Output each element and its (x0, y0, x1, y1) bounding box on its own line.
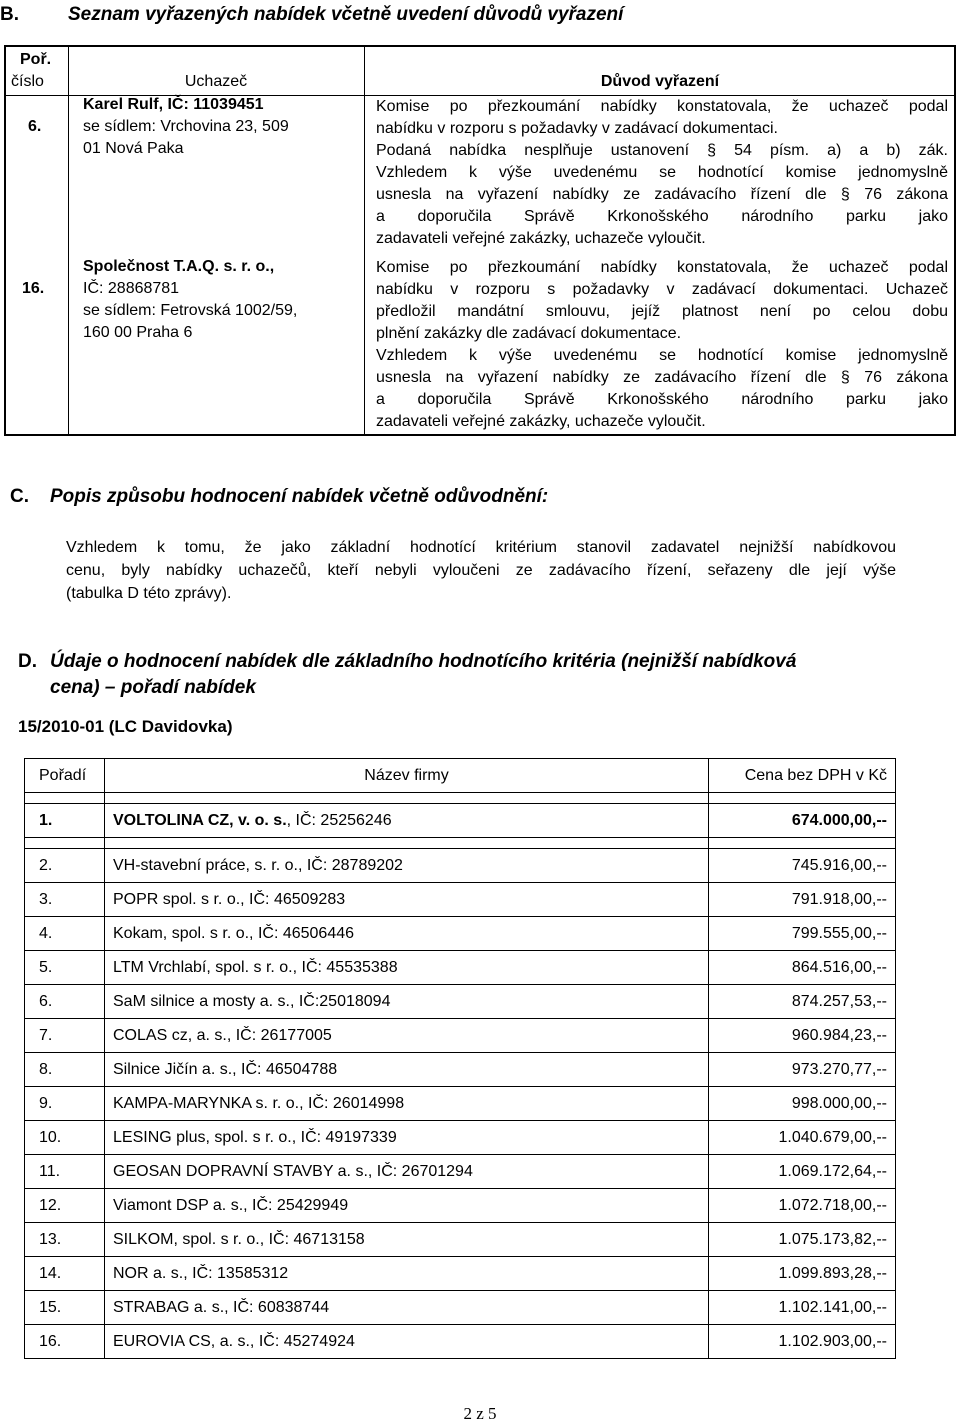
section-d-subtitle: 15/2010-01 (LC Davidovka) (18, 717, 233, 736)
table-row: 9. KAMPA-MARYNKA s. r. o., IČ: 26014998 998.000,00,-- (25, 1087, 896, 1121)
header-reason: Důvod vyřazení (600, 73, 720, 90)
table-row: 13. SILKOM, spol. s r. o., IČ: 46713158 1.075.173,82,-- (25, 1223, 896, 1257)
header-company: Název firmy (105, 759, 709, 793)
table-row: 16. EUROVIA CS, a. s., IČ: 45274924 1.102.903,00,-- (25, 1325, 896, 1359)
table-row: 12. Viamont DSP a. s., IČ: 25429949 1.072.718,00,-- (25, 1189, 896, 1223)
row-2-number: 16. (22, 280, 45, 297)
table-row: 14. NOR a. s., IČ: 13585312 1.099.893,28,-- (25, 1257, 896, 1291)
row-1-bidder-city: 01 Nová Paka (83, 140, 184, 157)
ranking-header-row (25, 759, 896, 793)
table-row: 10. LESING plus, spol. s r. o., IČ: 49197339 1.040.679,00,-- (25, 1121, 896, 1155)
table-row: 11. GEOSAN DOPRAVNÍ STAVBY a. s., IČ: 26701294 1.069.172,64,-- (25, 1155, 896, 1189)
row-2-bidder-address: se sídlem: Fetrovská 1002/59, (83, 302, 298, 319)
header-bidder: Uchazeč (184, 73, 248, 90)
section-c-heading (10, 486, 548, 508)
table-row: 6. SaM silnice a mosty a. s., IČ:25018094 874.257,53,-- (25, 985, 896, 1019)
section-d-title-line1: Údaje o hodnocení nabídek dle základního hodnotícího kritéria (nejnižší nabídková (50, 651, 797, 672)
table-row: 1. VOLTOLINA CZ, v. o. s., IČ: 25256246 674.000,00,-- (25, 804, 896, 838)
section-d-dash: – (104, 677, 116, 698)
section-d-title-ranking: pořadí nabídek (120, 677, 256, 698)
table-row: 5. LTM Vrchlabí, spol. s r. o., IČ: 45535388 864.516,00,-- (25, 951, 896, 985)
header-no-line1: Poř. (20, 51, 52, 68)
row-2-bidder-name: Společnost T.A.Q. s. r. o., (83, 258, 275, 275)
header-rank: Pořadí (25, 759, 105, 793)
header-price: Cena bez DPH v Kč (709, 759, 896, 793)
table-row: 15. STRABAG a. s., IČ: 60838744 1.102.141,00,-- (25, 1291, 896, 1325)
header-no-line2: číslo (11, 73, 44, 90)
ranking-table (24, 758, 896, 1359)
section-b-title: Seznam vyřazených nabídek včetně uvedení důvodů vyřazení (68, 4, 624, 25)
table-row: 3. POPR spol. s r. o., IČ: 46509283 791.918,00,-- (25, 883, 896, 917)
table-row: 7. COLAS cz, a. s., IČ: 26177005 960.984,23,-- (25, 1019, 896, 1053)
section-b-letter: B. (0, 4, 19, 25)
section-d-letter: D. (18, 651, 37, 672)
row-1-bidder-name: Karel Rulf, IČ: 11039451 (83, 96, 264, 113)
section-d-heading (18, 649, 898, 701)
excluded-bids-table (4, 45, 956, 436)
page-number: 2 z 5 (463, 1404, 497, 1423)
row-1-reason: Komise po přezkoumání nabídky konstatovala, že uchazeč podal nabídku v rozporu s požadavky v zadávací dokumentaci. Podaná nabídka nesplňuje ustanovení § 54 písm. a) a b) zák. Vzhledem k výše uvedenému se hodnotící komise jednomyslně usnesla na vyřazení nabídky ze zadávacího řízení dle § 76 zákona a doporučila Správě Krkonošského národního parku jako zadavateli veřejné zakázky, uchazeče vyloučit. (376, 98, 948, 247)
section-b-heading (0, 4, 623, 26)
row-2-reason: Komise po přezkoumání nabídky konstatovala, že uchazeč podal nabídku v rozporu s požadavky v zadávací dokumentaci. Uchazeč předložil mandátní smlouvu, jejíž platnost není po celou dobu plnění zakázky dle zadávací dokumentace. Vzhledem k výše uvedenému se hodnotící komise jednomyslně usnesla na vyřazení nabídky ze zadávacího řízení dle § 76 zákona a doporučila Správě Krkonošského národního parku jako zadavateli veřejné zakázky, uchazeče vyloučit. (376, 259, 948, 430)
section-c-text: Vzhledem k tomu, že jako základní hodnotící kritérium stanovil zadavatel nejnižší nabídkovou cenu, byly nabídky uchazečů, kteří nebyli vyloučeni ze zadávacího řízení, seřazeny dle její výše (tabulka D této zprávy). (66, 539, 896, 602)
table-row: 4. Kokam, spol. s r. o., IČ: 46506446 799.555,00,-- (25, 917, 896, 951)
table-row: 2. VH-stavební práce, s. r. o., IČ: 28789202 745.916,00,-- (25, 849, 896, 883)
row-1-number: 6. (28, 118, 42, 135)
section-c-letter: C. (10, 486, 29, 507)
row-2-bidder-city: 160 00 Praha 6 (83, 324, 193, 341)
table-row: 8. Silnice Jičín a. s., IČ: 46504788 973.270,77,-- (25, 1053, 896, 1087)
row-2-bidder-ic: IČ: 28868781 (83, 280, 180, 297)
section-d-title-line2: cena) (50, 677, 105, 698)
row-1-bidder-address: se sídlem: Vrchovina 23, 509 (83, 118, 289, 135)
section-c-title: Popis způsobu hodnocení nabídek včetně odůvodnění: (50, 486, 549, 507)
